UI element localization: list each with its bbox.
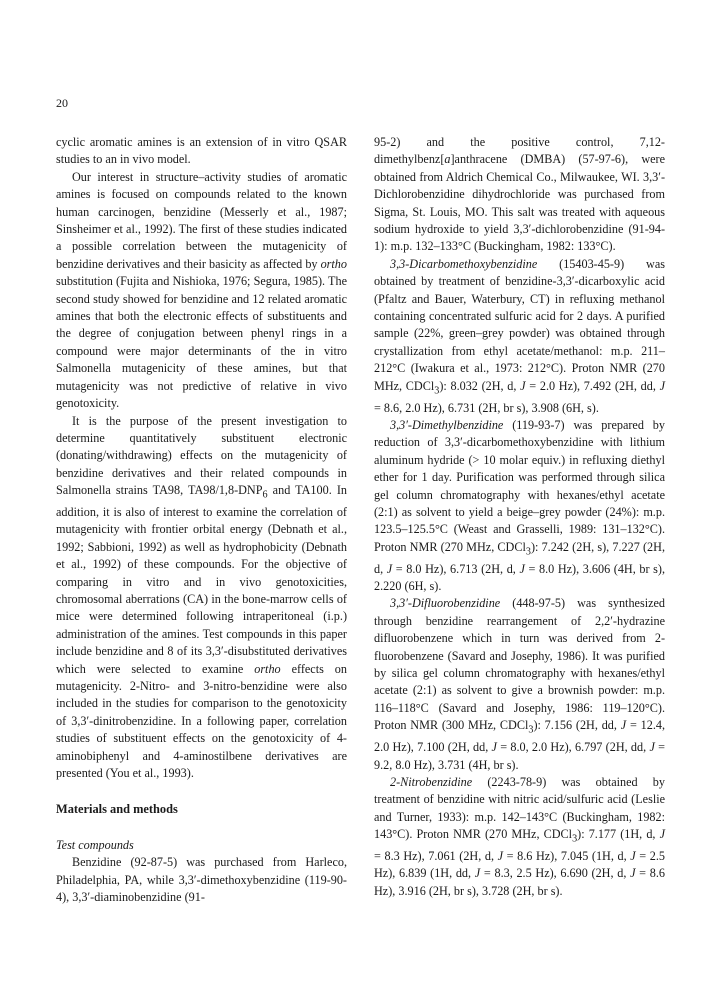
purpose-paragraph: It is the purpose of the present investigation to determine quantitatively substituent electronic (donating/withdrawing) effects on the mutagenicity of benzidine derivatives and their related compounds in Salmonella strains TA98, $TA98/1,8-DNP_6$ and TA100. In addition, it is also of interest to examine the correlation of mutagenicity with frontier orbital energy (Debnath et al., 1992; Sabbioni, 1992) as well as hydrophobicity (Debnath et al., 1992) of these compounds. For the objective of comparing in vitro and in vivo genotoxicities, chromosomal aberrations (CA) in the bone-marrow cells of mice were determined following intraperitoneal (i.p.) administration of the amines. Test compounds in this paper include benzidine and 8 of its 3,3′-disubstituted derivatives which were selected to examine ortho effects on mutagenicity. 2-Nitro- and 3-nitro-benzidine were also included in the studies for comparison to the genotoxicity of 3,3′-dinitrobenzidine. In a following paper, correlation studies of substituent effects on the genotoxicity of 4-aminobiphenyl and 4-aminostilbene derivatives are presented (You et al., 1993). — [56, 413, 347, 781]
dicarbomethoxybenzidine-paragraph: 3,3-Dicarbomethoxybenzidine (15403-45-9) was obtained by treatment of benzidine-3,3′-dicarboxylic acid (Pfaltz and Bauer, Waterbury, CT) in refluxing methanol containing concentrated sulfuric acid for 2 days. A purified sample (22%, green–grey powder) was obtained through crystallization from ethyl acetate/methanol: m.p. 211–212°C (Iwakura et al., 1973: 212°C). Proton NMR (270 MHz, CDCl$_3$): 8.032 (2H, d, J = 2.0 Hz), 7.492 (2H, dd, J = 8.6, 2.0 Hz), 6.731 (2H, br s), 3.908 (6H, s). — [374, 256, 665, 415]
subsection-heading-test-compounds: Test compounds — [56, 837, 134, 852]
intro-continuation-paragraph: cyclic aromatic amines is an extension of in vitro QSAR studies to an in vivo model. — [56, 135, 347, 167]
right-column — [374, 134, 665, 900]
nitrobenzidine-paragraph: 2-Nitrobenzidine (2243-78-9) was obtained by treatment of benzidine with nitric acid/sulfuric acid (Leslie and Turner, 1933): m.p. 142–143°C (Buckingham, 1982: 143°C). Proton NMR (270 MHz, CDCl$_3$): 7.177 (1H, d, J = 8.3 Hz), 7.061 (2H, d, J = 8.6 Hz), 7.045 (1H, d, J = 2.5 Hz), 6.839 (1H, dd, J = 8.3, 2.5 Hz), 6.690 (2H, d, J = 8.6 Hz), 3.916 (2H, br s), 3.728 (2H, br s). — [374, 774, 665, 898]
dimethylbenzidine-paragraph: 3,3′-Dimethylbenzidine (119-93-7) was prepared by reduction of 3,3′-dicarbomethoxybenzidine with lithium aluminum hydride (> 10 molar equiv.) in refluxing diethyl ether for 1 day. Purification was performed through silica gel column chromatography with hexanes/ethyl acetate (2:1) as solvent to yield a beige–grey powder (24%): m.p. 123.5–125.5°C (Weast and Grasselli, 1989: 131–132°C). Proton NMR (270 MHz, CDCl$_3$): 7.242 (2H, s), 7.227 (2H, d, J = 8.0 Hz), 6.713 (2H, d, J = 8.0 Hz), 3.606 (4H, br s), 2.220 (6H, s). — [374, 417, 665, 594]
benzidine-source-paragraph: Benzidine (92-87-5) was purchased from Harleco, Philadelphia, PA, while 3,3′-dimethoxybenzidine (119-90-4), 3,3′-diaminobenzidine (91- — [56, 855, 347, 905]
page-number: 20 — [56, 96, 68, 110]
interest-paragraph: Our interest in structure–activity studies of aromatic amines is focused on compounds related to the known human carcinogen, benzidine (Messerly et al., 1987; Sinsheimer et al., 1992). The first of these studies indicated a possible correlation between the mutagenicity of benzidine derivatives and their basicity as affected by ortho substitution (Fujita and Nishioka, 1976; Segura, 1985). The second study showed for benzidine and 12 related aromatic amines that both the electronic effects of substituents and the degree of conjugation between phenyl rings in a compound were major determinants of the in vitro Salmonella mutagenicity of these amines, but that mutagenicity was not predictive of relative in vivo genotoxicity. — [56, 169, 347, 411]
difluorobenzidine-paragraph: 3,3′-Difluorobenzidine (448-97-5) was synthesized through benzidine rearrangement of 2,2′-hydrazine difluorobenzene which in turn was derived from 2-fluorobenzene (Savard and Josephy, 1986). It was purified by silica gel column chromatography with hexanes/ethyl acetate (2:1) as solvent to give a brownish powder: m.p. 116–118°C (Savard and Josephy, 1986: 119–120°C). Proton NMR (300 MHz, CDCl$_3$): 7.156 (2H, dd, J = 12.4, 2.0 Hz), 7.100 (2H, dd, J = 8.0, 2.0 Hz), 6.797 (2H, dd, J = 9.2, 8.0 Hz), 3.731 (4H, br s). — [374, 596, 666, 772]
left-column — [56, 134, 347, 907]
section-heading-materials-methods: Materials and methods — [56, 802, 178, 817]
sources-continuation-paragraph: 95-2) and the positive control, 7,12-dimethylbenz[a]anthracene (DMBA) (57-97-6), were obtained from Aldrich Chemical Co., Milwaukee, WI. 3,3′-Dichlorobenzidine dihydrochloride was purchased from Sigma, St. Louis, MO. This salt was treated with aqueous sodium hydroxide to yield 3,3′-dichlorobenzidine (91-94-1): m.p. 132–133°C (Buckingham, 1982: 133°C). — [374, 135, 665, 254]
